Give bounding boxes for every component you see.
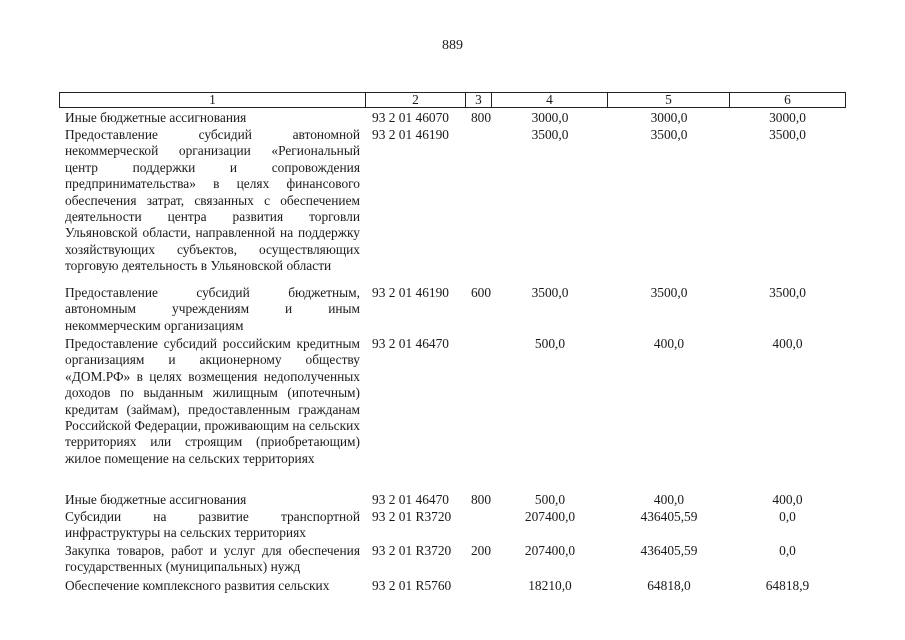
row-value-5: 436405,59 bbox=[640, 543, 698, 558]
row-name: Субсидии на развитие транспортной инфраструктуры на сельских территориях bbox=[65, 509, 360, 541]
row-code: 93 2 01 46470 bbox=[372, 492, 449, 507]
row-value-6: 0,0 bbox=[779, 543, 796, 558]
header-col-6: 6 bbox=[784, 92, 791, 107]
row-code: 93 2 01 46190 bbox=[372, 127, 449, 142]
table-header bbox=[59, 92, 846, 108]
row-code: 93 2 01 46070 bbox=[372, 110, 449, 125]
page-number: 889 bbox=[442, 38, 463, 53]
row-name: Иные бюджетные ассигнования bbox=[65, 110, 247, 125]
header-col-2: 2 bbox=[366, 93, 466, 107]
row-value-4: 18210,0 bbox=[528, 578, 572, 593]
row-value-6: 3000,0 bbox=[769, 110, 806, 125]
row-value-6: 3500,0 bbox=[769, 127, 806, 142]
row-code: 93 2 01 46470 bbox=[372, 336, 449, 351]
row-value-4: 3000,0 bbox=[531, 110, 569, 125]
row-value-5: 400,0 bbox=[653, 492, 685, 507]
row-value-6: 0,0 bbox=[779, 509, 796, 524]
row-value-5: 3500,0 bbox=[650, 285, 688, 300]
row-name: Предоставление субсидий российским кредитным организациям и акционерному обществу «ДОМ.РФ» в целях возмещения недополученных доходов по выданным жилищным (ипотечным) кредитам (займам), предоставленным гражданам Российской Федерации, проживающим на сельских территориях или строящим (приобретающим) жилое помещение на сельских территориях bbox=[65, 336, 360, 466]
row-value-6: 400,0 bbox=[772, 336, 803, 351]
row-code: 93 2 01 46190 bbox=[372, 285, 449, 300]
row-code: 93 2 01 R3720 bbox=[372, 543, 452, 558]
row-code: 93 2 01 R3720 bbox=[372, 509, 452, 524]
row-value-5: 436405,59 bbox=[640, 509, 698, 524]
row-value-4: 207400,0 bbox=[524, 509, 576, 524]
row-value-4: 207400,0 bbox=[524, 543, 576, 558]
row-code: 93 2 01 R5760 bbox=[372, 578, 452, 593]
row-name: Закупка товаров, работ и услуг для обеспечения государственных (муниципальных) нужд bbox=[65, 543, 360, 575]
row-name: Иные бюджетные ассигнования bbox=[65, 492, 247, 507]
row-name: Предоставление субсидий бюджетным, автономным учреждениям и иным некоммерческим организациям bbox=[65, 285, 360, 333]
row-vr: 600 bbox=[470, 285, 492, 300]
row-value-4: 500,0 bbox=[534, 492, 566, 507]
row-name: Обеспечение комплексного развития сельских bbox=[65, 578, 330, 593]
row-value-6: 64818,9 bbox=[765, 578, 810, 593]
header-col-4: 4 bbox=[492, 93, 608, 107]
row-vr: 200 bbox=[470, 543, 492, 558]
row-value-5: 64818,0 bbox=[647, 578, 691, 593]
header-col-1: 1 bbox=[60, 93, 366, 107]
row-value-4: 3500,0 bbox=[531, 285, 569, 300]
row-vr: 800 bbox=[470, 492, 492, 507]
header-col-3: 3 bbox=[466, 93, 492, 107]
row-value-4: 3500,0 bbox=[531, 127, 569, 142]
row-value-6: 3500,0 bbox=[769, 285, 806, 300]
row-value-4: 500,0 bbox=[534, 336, 566, 351]
row-value-5: 3500,0 bbox=[650, 127, 688, 142]
row-value-6: 400,0 bbox=[772, 492, 803, 507]
row-vr: 800 bbox=[470, 110, 492, 125]
header-col-5: 5 bbox=[608, 93, 730, 107]
row-name: Предоставление субсидий автономной некоммерческой организации «Региональный центр поддержки и сопровождения предпринимательства» в целях финансового обеспечения затрат, связанных с обеспечением деятельности центра развития торговли Ульяновской области, направленной на поддержку хозяйствующих субъектов, осуществляющих торговую деятельность в Ульяновской области bbox=[65, 127, 360, 274]
row-value-5: 3000,0 bbox=[650, 110, 688, 125]
row-value-5: 400,0 bbox=[653, 336, 685, 351]
